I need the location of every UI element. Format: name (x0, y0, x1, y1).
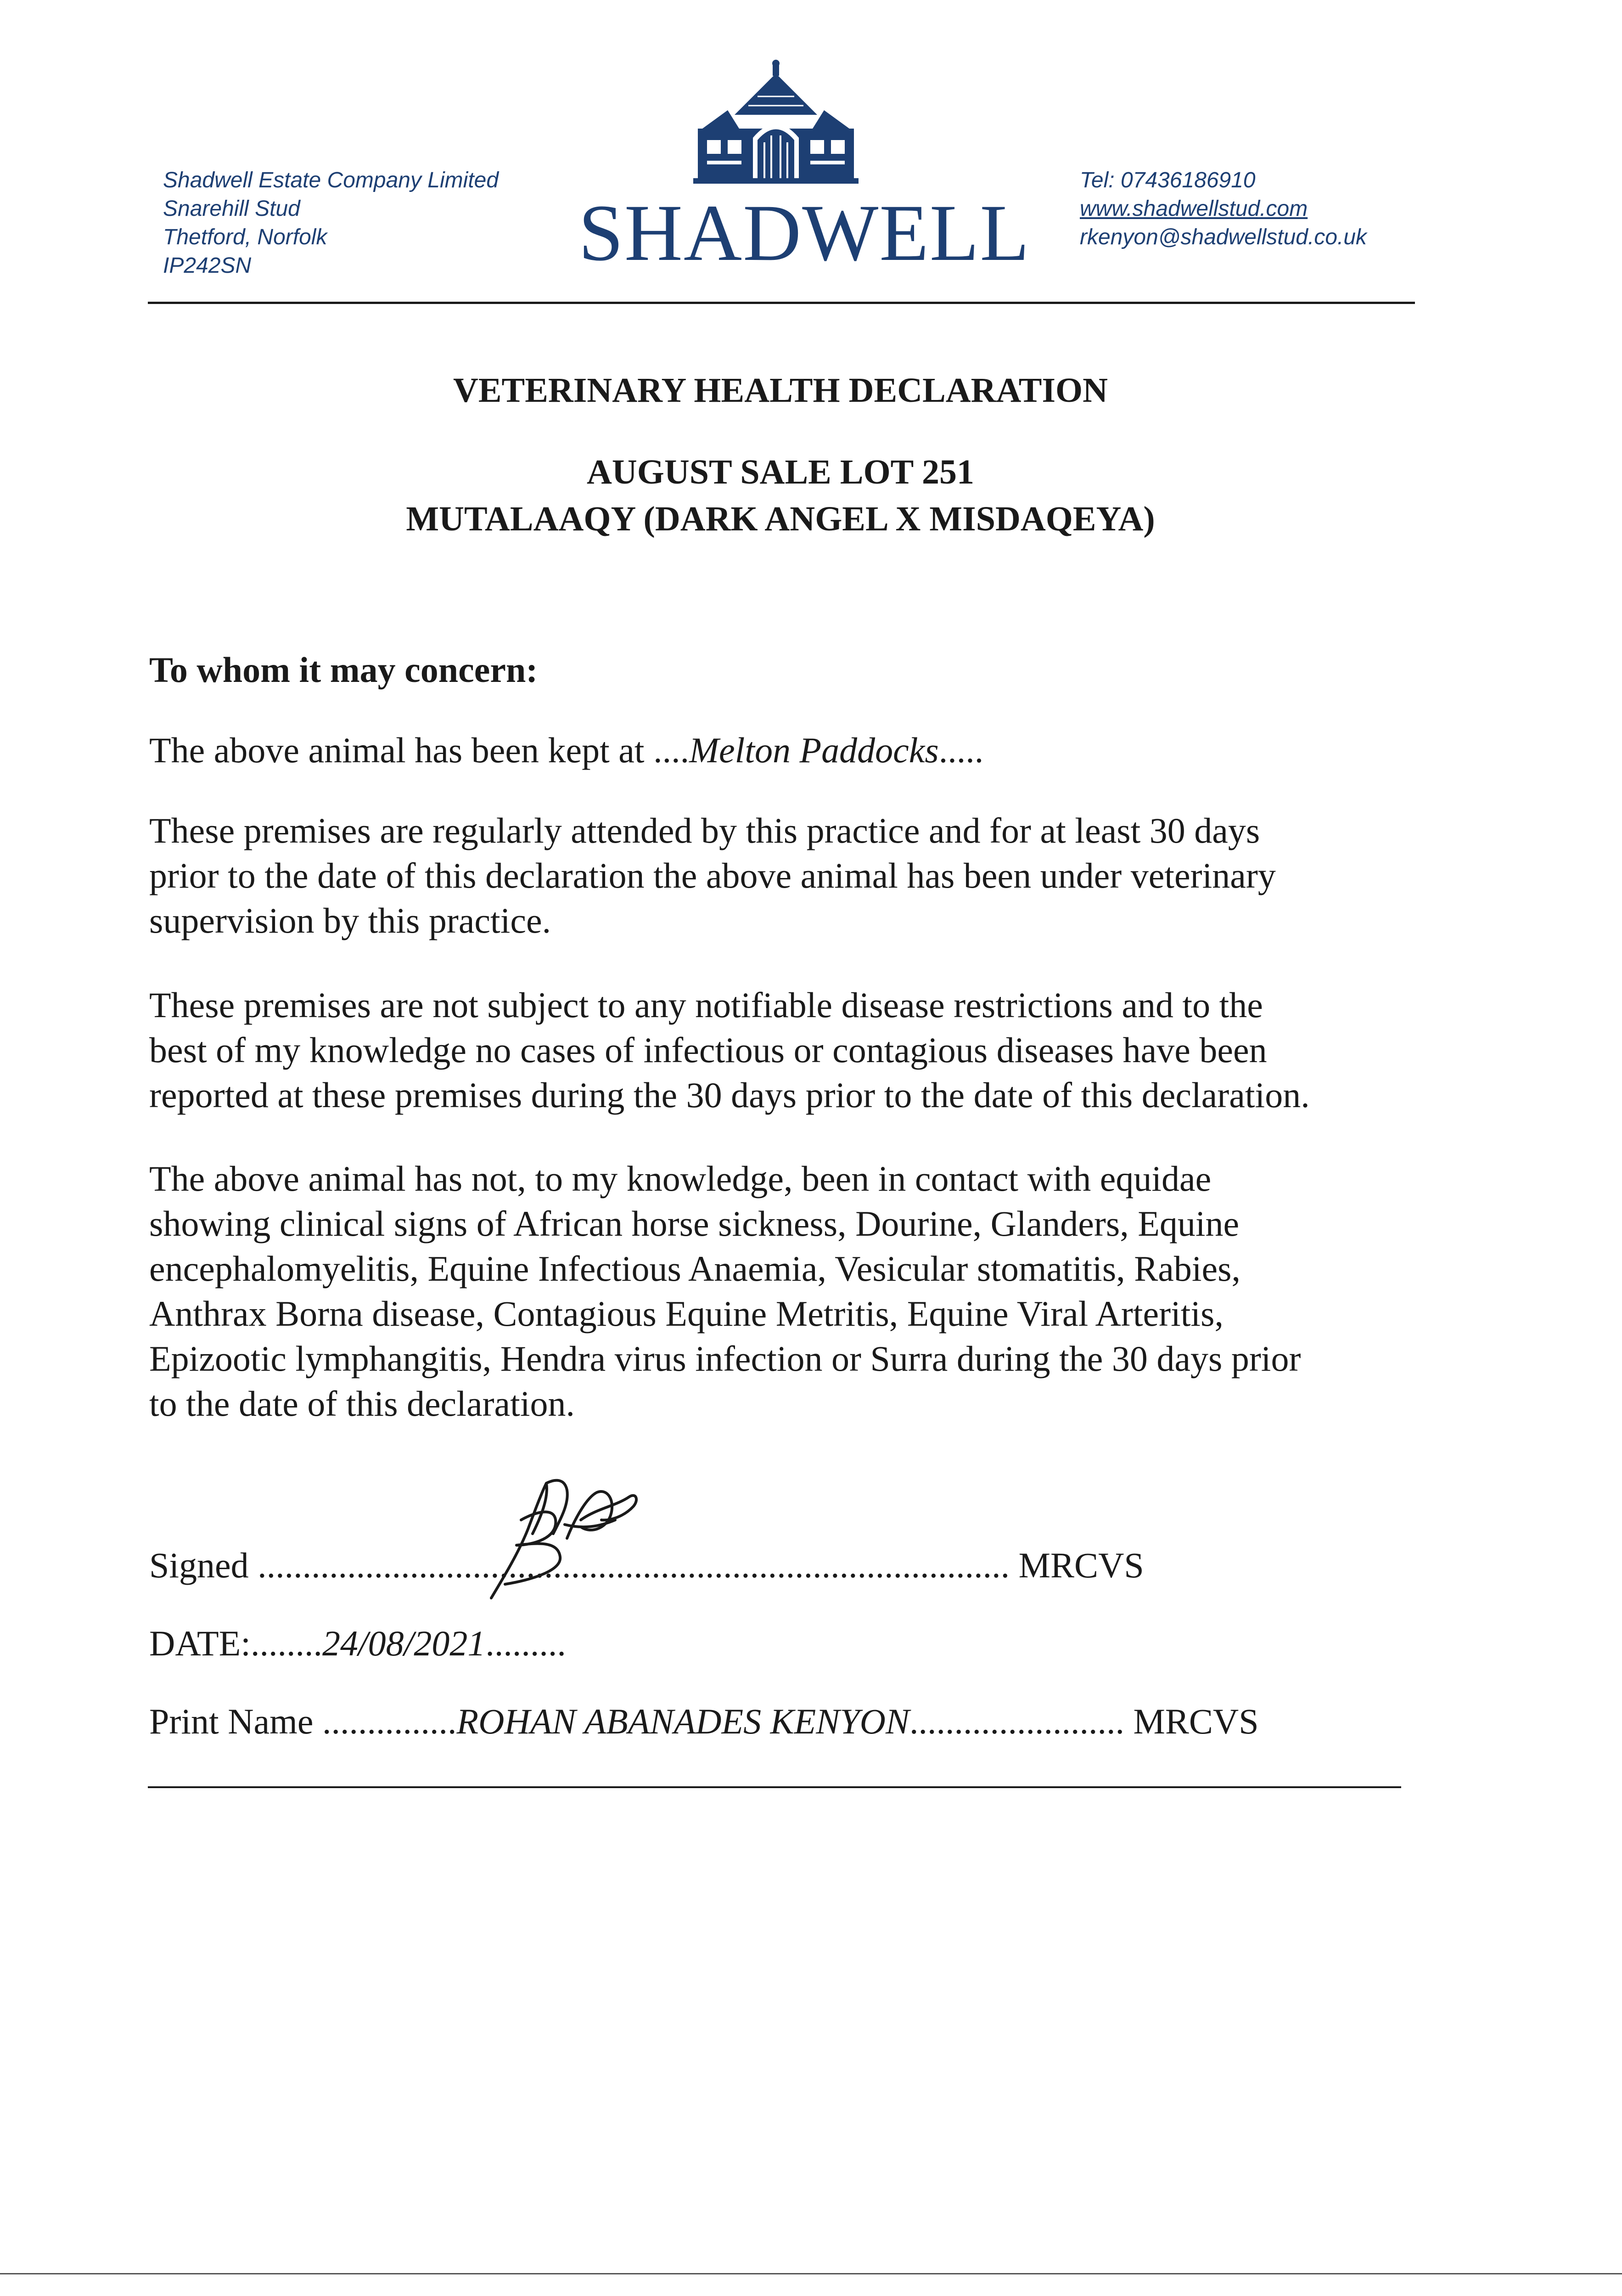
company-address (163, 166, 499, 280)
kept-at-line (149, 728, 1435, 773)
document-title: VETERINARY HEALTH DECLARATION (453, 371, 1108, 410)
kept-prefix: The above animal has been kept at (149, 730, 654, 770)
signature-divider (148, 1786, 1401, 1788)
date-dots-after: ......... (485, 1623, 566, 1663)
print-dots-after: ........................ (909, 1701, 1125, 1741)
horse-name-title: MUTALAAQY (DARK ANGEL X MISDAQEYA) (406, 500, 1155, 538)
paragraph-line: best of my knowledge no cases of infectious or contagious diseases have been (149, 1030, 1267, 1070)
address-line-3: Thetford, Norfolk (163, 225, 327, 249)
shadwell-wordmark: SHADWELL (578, 188, 1030, 278)
paragraph-line: Anthrax Borna disease, Contagious Equine Metritis, Equine Viral Arteritis, (149, 1294, 1224, 1334)
address-line-1: Shadwell Estate Company Limited (163, 168, 499, 192)
paragraph-line: prior to the date of this declaration the above animal has been under veterinary (149, 855, 1276, 895)
paragraph-supervision (149, 808, 1435, 943)
print-name-value: ROHAN ABANADES KENYON (456, 1701, 910, 1741)
print-dots-before: ............... (322, 1701, 457, 1741)
telephone: Tel: 07436186910 (1080, 168, 1256, 192)
date-line (149, 1621, 566, 1666)
company-contacts (1080, 166, 1367, 252)
address-line-2: Snarehill Stud (163, 197, 300, 221)
signed-suffix: MRCVS (1010, 1545, 1144, 1585)
paragraph-line: to the date of this declaration. (149, 1384, 575, 1424)
signed-line (149, 1543, 1144, 1588)
page-footer-rule (0, 2273, 1622, 2274)
print-suffix: MRCVS (1124, 1701, 1259, 1741)
paragraph-line: supervision by this practice. (149, 900, 551, 940)
paragraph-contact-diseases (149, 1156, 1435, 1426)
sale-lot-title: AUGUST SALE LOT 251 (586, 453, 974, 491)
shadwell-gatehouse-logo-icon (684, 60, 868, 188)
kept-dots-after: ..... (938, 730, 984, 770)
website-link[interactable]: www.shadwellstud.com (1080, 197, 1308, 221)
signed-label: Signed (149, 1545, 258, 1585)
paragraph-line: These premises are not subject to any notifiable disease restrictions and to the (149, 985, 1263, 1025)
paragraph-line: encephalomyelitis, Equine Infectious Anaemia, Vesicular stomatitis, Rabies, (149, 1249, 1240, 1289)
handwritten-signature (477, 1465, 643, 1603)
greeting: To whom it may concern: (149, 650, 538, 690)
paragraph-line: reported at these premises during the 30 days prior to the date of this declaration. (149, 1075, 1310, 1115)
email-address: rkenyon@shadwellstud.co.uk (1080, 225, 1367, 249)
paragraph-line: These premises are regularly attended by this practice and for at least 30 days (149, 810, 1260, 850)
paragraph-line: The above animal has not, to my knowledge, been in contact with equidae (149, 1159, 1212, 1199)
kept-dots-before: .... (653, 730, 690, 770)
paragraph-restrictions (149, 983, 1435, 1118)
date-label: DATE: (149, 1623, 251, 1663)
kept-location: Melton Paddocks (689, 730, 939, 770)
header-divider (148, 302, 1415, 304)
signed-dots: .................................................................................... (258, 1545, 1010, 1585)
print-label: Print Name (149, 1701, 322, 1741)
address-line-4: IP242SN (163, 253, 252, 278)
print-name-line (149, 1699, 1259, 1744)
paragraph-line: showing clinical signs of African horse sickness, Dourine, Glanders, Equine (149, 1204, 1240, 1244)
paragraph-line: Epizootic lymphangitis, Hendra virus infection or Surra during the 30 days prior (149, 1339, 1301, 1379)
date-dots-before: ........ (250, 1623, 322, 1663)
date-value: 24/08/2021 (322, 1623, 486, 1663)
